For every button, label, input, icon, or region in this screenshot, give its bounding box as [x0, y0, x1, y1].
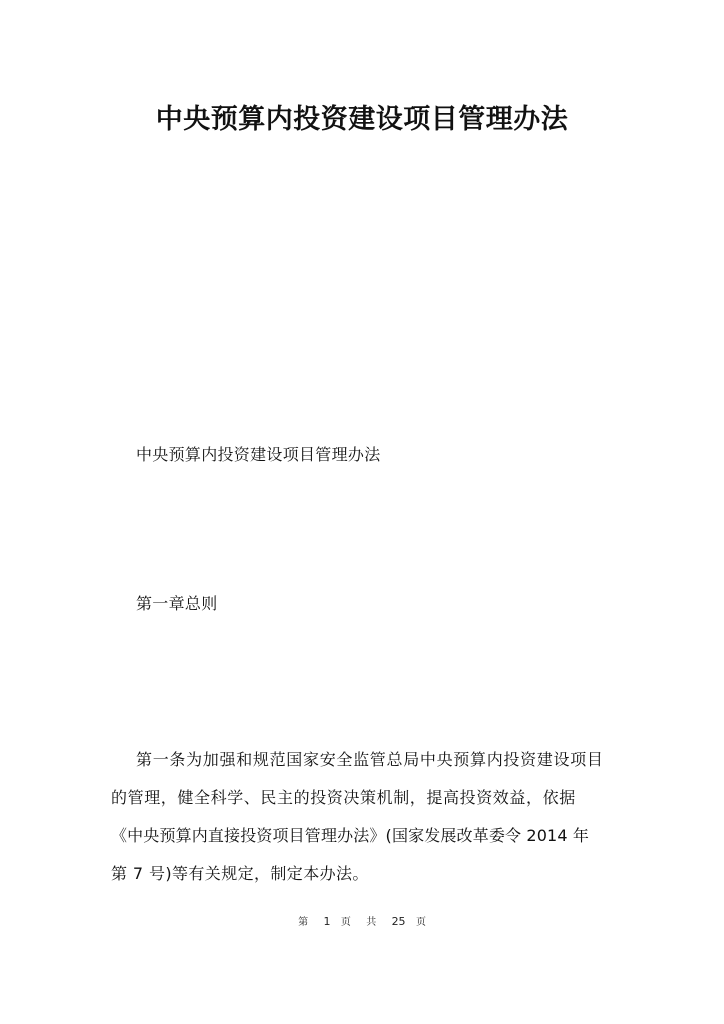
article-line: 第一条为加强和规范国家安全监管总局中央预算内投资建设项目 [136, 750, 604, 769]
page-number-current: 1 [323, 915, 331, 928]
article-line: 《中央预算内直接投资项目管理办法》(国家发展改革委令 2014 年 [111, 826, 590, 845]
document-heading-paragraph: 中央预算内投资建设项目管理办法 [136, 445, 381, 464]
chapter-heading: 第一章总则 [136, 594, 218, 613]
article-line: 第 7 号)等有关规定，制定本办法。 [111, 864, 369, 883]
page-footer [0, 914, 724, 931]
total-suffix: 页 [415, 917, 426, 928]
article-line: 的管理，健全科学、民主的投资决策机制，提高投资效益，依据 [111, 788, 576, 807]
total-prefix: 共 [366, 917, 377, 928]
document-title: 中央预算内投资建设项目管理办法 [155, 104, 569, 135]
page-prefix: 第 [298, 917, 309, 928]
page-number-total: 25 [391, 915, 406, 928]
page-suffix: 页 [340, 917, 351, 928]
article-paragraph [111, 741, 616, 893]
